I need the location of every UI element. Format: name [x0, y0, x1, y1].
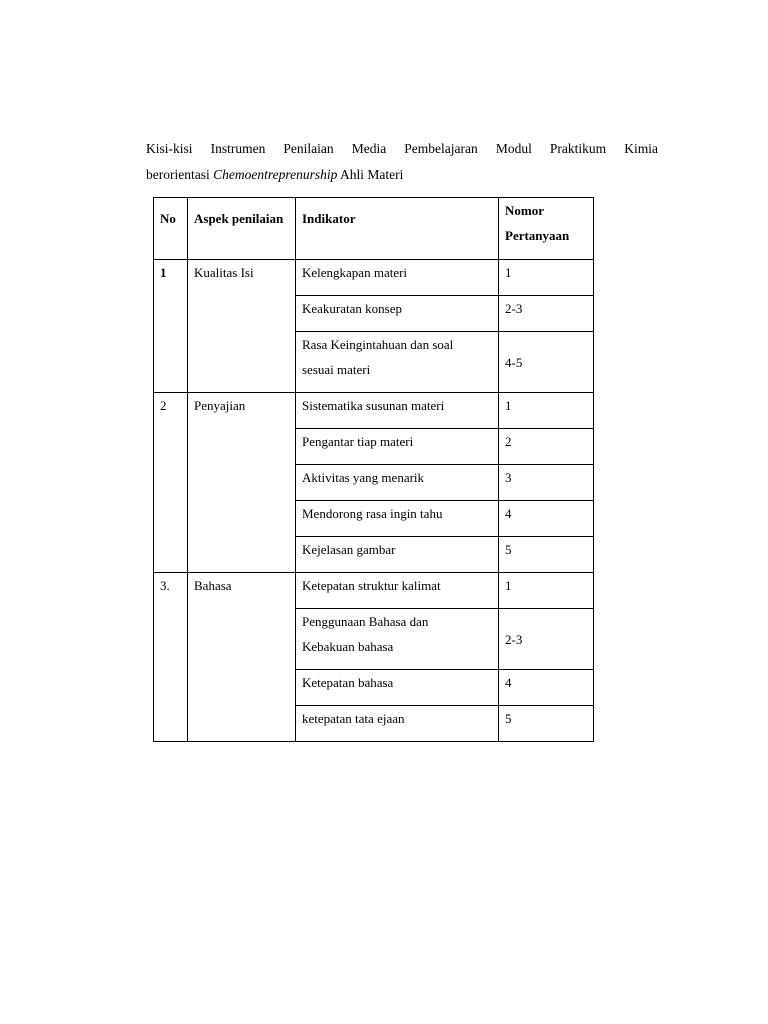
caption-line-2: [146, 162, 658, 188]
table-caption: [146, 136, 658, 188]
table-row: [154, 573, 594, 609]
indikator-cell: Ketepatan bahasa: [296, 670, 499, 706]
indikator-cell: Ketepatan struktur kalimat: [296, 573, 499, 609]
nomor-cell: 4-5: [499, 332, 594, 393]
nomor-cell: 2: [499, 429, 594, 465]
nomor-cell: 4: [499, 501, 594, 537]
group-aspek: Penyajian: [188, 393, 296, 573]
indikator-line1: Rasa Keingintahuan dan soal: [302, 337, 454, 352]
indikator-cell: [296, 609, 499, 670]
table-row: [154, 260, 594, 296]
indikator-cell: Aktivitas yang menarik: [296, 465, 499, 501]
indikator-cell: ketepatan tata ejaan: [296, 706, 499, 742]
indikator-line1: Penggunaan Bahasa dan: [302, 614, 429, 629]
indikator-line2: sesuai materi: [302, 362, 371, 377]
header-nomor: [499, 198, 594, 260]
indikator-cell: Sistematika susunan materi: [296, 393, 499, 429]
indikator-cell: Keakuratan konsep: [296, 296, 499, 332]
indikator-cell: Kejelasan gambar: [296, 537, 499, 573]
nomor-cell: 4: [499, 670, 594, 706]
indikator-cell: Mendorong rasa ingin tahu: [296, 501, 499, 537]
table-row: [154, 393, 594, 429]
indikator-cell: Pengantar tiap materi: [296, 429, 499, 465]
group-no: 2: [154, 393, 188, 573]
nomor-cell: 5: [499, 537, 594, 573]
header-nomor-line2: Pertanyaan: [505, 228, 570, 243]
table-header-row: [154, 198, 594, 260]
group-aspek: Bahasa: [188, 573, 296, 742]
nomor-cell: 1: [499, 393, 594, 429]
nomor-cell: 2-3: [499, 609, 594, 670]
indikator-line2: Kebakuan bahasa: [302, 639, 394, 654]
header-no: No: [154, 198, 188, 260]
header-nomor-line1: Nomor: [505, 203, 544, 218]
group-no: 1: [154, 260, 188, 393]
nomor-cell: 5: [499, 706, 594, 742]
nomor-cell: 1: [499, 260, 594, 296]
caption-line-1: Kisi-kisi Instrumen Penilaian Media Pembelajaran Modul Praktikum Kimia: [146, 141, 658, 156]
caption-italic-term: Chemoentreprenurship: [213, 167, 338, 182]
group-no: 3.: [154, 573, 188, 742]
assessment-grid-table: [153, 197, 594, 742]
indikator-cell: Kelengkapan materi: [296, 260, 499, 296]
header-aspek: Aspek penilaian: [188, 198, 296, 260]
caption-suffix: Ahli Materi: [337, 167, 404, 182]
nomor-cell: 3: [499, 465, 594, 501]
caption-prefix: berorientasi: [146, 167, 214, 182]
nomor-cell: 2-3: [499, 296, 594, 332]
header-indikator: Indikator: [296, 198, 499, 260]
nomor-cell: 1: [499, 573, 594, 609]
indikator-cell: [296, 332, 499, 393]
group-aspek: Kualitas Isi: [188, 260, 296, 393]
